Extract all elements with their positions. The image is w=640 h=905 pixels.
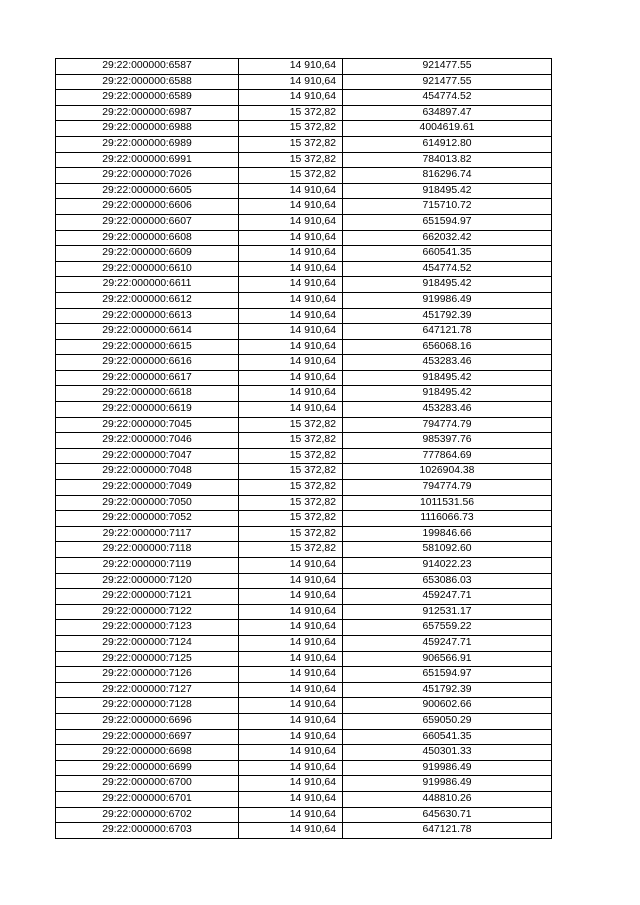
cadastral-number-cell: 29:22:000000:7121 — [56, 589, 239, 605]
area-cell: 15 372,82 — [239, 542, 343, 558]
area-cell: 15 372,82 — [239, 464, 343, 480]
table-row — [56, 386, 552, 402]
area-cell: 14 910,64 — [239, 745, 343, 761]
table-row — [56, 261, 552, 277]
table-row — [56, 713, 552, 729]
cadastral-number-cell: 29:22:000000:7122 — [56, 604, 239, 620]
area-cell: 15 372,82 — [239, 168, 343, 184]
table-row — [56, 121, 552, 137]
table-row — [56, 417, 552, 433]
cadastral-number-cell: 29:22:000000:7048 — [56, 464, 239, 480]
cadastral-value-cell: 653086.03 — [343, 573, 552, 589]
table-row — [56, 682, 552, 698]
table-row — [56, 604, 552, 620]
cadastral-number-cell: 29:22:000000:6989 — [56, 136, 239, 152]
area-cell: 14 910,64 — [239, 573, 343, 589]
cadastral-value-cell: 651594.97 — [343, 214, 552, 230]
cadastral-number-cell: 29:22:000000:6609 — [56, 246, 239, 262]
table-row — [56, 495, 552, 511]
area-cell: 14 910,64 — [239, 667, 343, 683]
cadastral-number-cell: 29:22:000000:7127 — [56, 682, 239, 698]
area-cell: 14 910,64 — [239, 246, 343, 262]
area-cell: 15 372,82 — [239, 105, 343, 121]
area-cell: 14 910,64 — [239, 776, 343, 792]
cadastral-number-cell: 29:22:000000:6608 — [56, 230, 239, 246]
table-row — [56, 355, 552, 371]
area-cell: 15 372,82 — [239, 121, 343, 137]
table-row — [56, 214, 552, 230]
table-row — [56, 480, 552, 496]
cadastral-value-cell: 660541.35 — [343, 246, 552, 262]
cadastral-value-cell: 454774.52 — [343, 261, 552, 277]
cadastral-value-cell: 451792.39 — [343, 308, 552, 324]
table-row — [56, 791, 552, 807]
cadastral-value-cell: 777864.69 — [343, 448, 552, 464]
table-row — [56, 807, 552, 823]
cadastral-number-cell: 29:22:000000:6611 — [56, 277, 239, 293]
cadastral-value-cell: 919986.49 — [343, 776, 552, 792]
area-cell: 15 372,82 — [239, 152, 343, 168]
cadastral-value-cell: 918495.42 — [343, 183, 552, 199]
cadastral-number-cell: 29:22:000000:7117 — [56, 526, 239, 542]
cadastral-value-cell: 1026904.38 — [343, 464, 552, 480]
table-row — [56, 152, 552, 168]
area-cell: 14 910,64 — [239, 355, 343, 371]
cadastral-number-cell: 29:22:000000:6701 — [56, 791, 239, 807]
cadastral-value-cell: 816296.74 — [343, 168, 552, 184]
cadastral-number-cell: 29:22:000000:7050 — [56, 495, 239, 511]
area-cell: 14 910,64 — [239, 729, 343, 745]
cadastral-value-cell: 1011531.56 — [343, 495, 552, 511]
cadastral-value-cell: 647121.78 — [343, 324, 552, 340]
cadastral-value-cell: 656068.16 — [343, 339, 552, 355]
area-cell: 14 910,64 — [239, 59, 343, 75]
cadastral-value-cell: 459247.71 — [343, 589, 552, 605]
cadastral-value-cell: 657559.22 — [343, 620, 552, 636]
cadastral-value-cell: 451792.39 — [343, 682, 552, 698]
cadastral-number-cell: 29:22:000000:7125 — [56, 651, 239, 667]
cadastral-value-cell: 918495.42 — [343, 386, 552, 402]
cadastral-value-cell: 794774.79 — [343, 480, 552, 496]
cadastral-value-cell: 921477.55 — [343, 59, 552, 75]
cadastral-number-cell: 29:22:000000:6610 — [56, 261, 239, 277]
area-cell: 14 910,64 — [239, 308, 343, 324]
cadastre-value-table — [55, 58, 552, 839]
area-cell: 14 910,64 — [239, 214, 343, 230]
table-row — [56, 339, 552, 355]
area-cell: 14 910,64 — [239, 90, 343, 106]
cadastral-number-cell: 29:22:000000:6613 — [56, 308, 239, 324]
area-cell: 15 372,82 — [239, 417, 343, 433]
table-row — [56, 183, 552, 199]
cadastral-number-cell: 29:22:000000:7128 — [56, 698, 239, 714]
table-row — [56, 526, 552, 542]
cadastral-number-cell: 29:22:000000:7123 — [56, 620, 239, 636]
cadastral-value-cell: 985397.76 — [343, 433, 552, 449]
area-cell: 14 910,64 — [239, 277, 343, 293]
cadastral-number-cell: 29:22:000000:7047 — [56, 448, 239, 464]
table-row — [56, 823, 552, 839]
table-row — [56, 168, 552, 184]
area-cell: 14 910,64 — [239, 620, 343, 636]
cadastral-number-cell: 29:22:000000:7126 — [56, 667, 239, 683]
table-row — [56, 246, 552, 262]
table-row — [56, 667, 552, 683]
cadastral-number-cell: 29:22:000000:7046 — [56, 433, 239, 449]
table-row — [56, 698, 552, 714]
area-cell: 15 372,82 — [239, 433, 343, 449]
area-cell: 14 910,64 — [239, 183, 343, 199]
cadastral-value-cell: 918495.42 — [343, 277, 552, 293]
table-row — [56, 292, 552, 308]
cadastral-number-cell: 29:22:000000:6696 — [56, 713, 239, 729]
table-row — [56, 433, 552, 449]
cadastral-number-cell: 29:22:000000:6617 — [56, 370, 239, 386]
table-row — [56, 370, 552, 386]
table-row — [56, 448, 552, 464]
cadastral-value-cell: 906566.91 — [343, 651, 552, 667]
cadastral-number-cell: 29:22:000000:6700 — [56, 776, 239, 792]
cadastral-value-cell: 715710.72 — [343, 199, 552, 215]
cadastral-number-cell: 29:22:000000:6615 — [56, 339, 239, 355]
cadastral-number-cell: 29:22:000000:6616 — [56, 355, 239, 371]
cadastral-number-cell: 29:22:000000:6587 — [56, 59, 239, 75]
table-row — [56, 402, 552, 418]
cadastral-value-cell: 651594.97 — [343, 667, 552, 683]
table-row — [56, 542, 552, 558]
table-row — [56, 760, 552, 776]
area-cell: 14 910,64 — [239, 339, 343, 355]
cadastral-value-cell: 4004619.61 — [343, 121, 552, 137]
area-cell: 14 910,64 — [239, 558, 343, 574]
cadastral-value-cell: 645630.71 — [343, 807, 552, 823]
cadastral-value-cell: 912531.17 — [343, 604, 552, 620]
area-cell: 14 910,64 — [239, 791, 343, 807]
area-cell: 14 910,64 — [239, 370, 343, 386]
table-row — [56, 558, 552, 574]
table-row — [56, 59, 552, 75]
table-row — [56, 136, 552, 152]
table-row — [56, 635, 552, 651]
cadastral-number-cell: 29:22:000000:6699 — [56, 760, 239, 776]
area-cell: 15 372,82 — [239, 526, 343, 542]
cadastral-number-cell: 29:22:000000:6991 — [56, 152, 239, 168]
area-cell: 14 910,64 — [239, 199, 343, 215]
cadastral-number-cell: 29:22:000000:6614 — [56, 324, 239, 340]
cadastral-number-cell: 29:22:000000:7026 — [56, 168, 239, 184]
cadastral-number-cell: 29:22:000000:7119 — [56, 558, 239, 574]
cadastral-value-cell: 453283.46 — [343, 402, 552, 418]
table-row — [56, 230, 552, 246]
cadastral-value-cell: 660541.35 — [343, 729, 552, 745]
table-row — [56, 277, 552, 293]
area-cell: 14 910,64 — [239, 760, 343, 776]
table-row — [56, 464, 552, 480]
cadastral-value-cell: 784013.82 — [343, 152, 552, 168]
cadastral-number-cell: 29:22:000000:7045 — [56, 417, 239, 433]
table-row — [56, 589, 552, 605]
cadastral-value-cell: 921477.55 — [343, 74, 552, 90]
table-body — [56, 59, 552, 839]
area-cell: 14 910,64 — [239, 292, 343, 308]
cadastral-value-cell: 450301.33 — [343, 745, 552, 761]
cadastral-number-cell: 29:22:000000:6605 — [56, 183, 239, 199]
table-row — [56, 620, 552, 636]
cadastral-value-cell: 453283.46 — [343, 355, 552, 371]
cadastral-value-cell: 634897.47 — [343, 105, 552, 121]
cadastral-value-cell: 659050.29 — [343, 713, 552, 729]
cadastral-value-cell: 199846.66 — [343, 526, 552, 542]
cadastral-value-cell: 918495.42 — [343, 370, 552, 386]
area-cell: 14 910,64 — [239, 807, 343, 823]
cadastral-number-cell: 29:22:000000:6607 — [56, 214, 239, 230]
area-cell: 14 910,64 — [239, 261, 343, 277]
area-cell: 15 372,82 — [239, 511, 343, 527]
table-row — [56, 745, 552, 761]
area-cell: 14 910,64 — [239, 589, 343, 605]
cadastral-value-cell: 900602.66 — [343, 698, 552, 714]
cadastral-number-cell: 29:22:000000:6606 — [56, 199, 239, 215]
table-row — [56, 573, 552, 589]
area-cell: 14 910,64 — [239, 402, 343, 418]
cadastral-value-cell: 794774.79 — [343, 417, 552, 433]
area-cell: 14 910,64 — [239, 682, 343, 698]
area-cell: 14 910,64 — [239, 74, 343, 90]
table-row — [56, 729, 552, 745]
cadastral-number-cell: 29:22:000000:7120 — [56, 573, 239, 589]
cadastral-number-cell: 29:22:000000:6698 — [56, 745, 239, 761]
area-cell: 14 910,64 — [239, 823, 343, 839]
table-row — [56, 74, 552, 90]
cadastral-value-cell: 614912.80 — [343, 136, 552, 152]
table-row — [56, 90, 552, 106]
area-cell: 14 910,64 — [239, 651, 343, 667]
cadastral-number-cell: 29:22:000000:7049 — [56, 480, 239, 496]
table-row — [56, 651, 552, 667]
area-cell: 14 910,64 — [239, 698, 343, 714]
cadastral-value-cell: 459247.71 — [343, 635, 552, 651]
cadastral-number-cell: 29:22:000000:7052 — [56, 511, 239, 527]
cadastral-number-cell: 29:22:000000:6618 — [56, 386, 239, 402]
area-cell: 14 910,64 — [239, 230, 343, 246]
area-cell: 14 910,64 — [239, 604, 343, 620]
area-cell: 14 910,64 — [239, 324, 343, 340]
area-cell: 14 910,64 — [239, 386, 343, 402]
table-row — [56, 105, 552, 121]
table-row — [56, 511, 552, 527]
cadastral-number-cell: 29:22:000000:6619 — [56, 402, 239, 418]
cadastral-value-cell: 647121.78 — [343, 823, 552, 839]
cadastral-value-cell: 454774.52 — [343, 90, 552, 106]
cadastral-number-cell: 29:22:000000:6987 — [56, 105, 239, 121]
area-cell: 14 910,64 — [239, 635, 343, 651]
area-cell: 15 372,82 — [239, 480, 343, 496]
cadastral-value-cell: 1116066.73 — [343, 511, 552, 527]
cadastral-number-cell: 29:22:000000:6703 — [56, 823, 239, 839]
cadastral-number-cell: 29:22:000000:7124 — [56, 635, 239, 651]
cadastral-number-cell: 29:22:000000:6589 — [56, 90, 239, 106]
table-row — [56, 308, 552, 324]
cadastral-value-cell: 919986.49 — [343, 292, 552, 308]
cadastral-number-cell: 29:22:000000:6588 — [56, 74, 239, 90]
table-row — [56, 199, 552, 215]
cadastral-number-cell: 29:22:000000:7118 — [56, 542, 239, 558]
cadastral-number-cell: 29:22:000000:6702 — [56, 807, 239, 823]
cadastral-number-cell: 29:22:000000:6697 — [56, 729, 239, 745]
cadastral-value-cell: 914022.23 — [343, 558, 552, 574]
area-cell: 15 372,82 — [239, 495, 343, 511]
area-cell: 15 372,82 — [239, 448, 343, 464]
table-row — [56, 776, 552, 792]
area-cell: 15 372,82 — [239, 136, 343, 152]
cadastral-value-cell: 662032.42 — [343, 230, 552, 246]
cadastral-value-cell: 919986.49 — [343, 760, 552, 776]
cadastral-value-cell: 448810.26 — [343, 791, 552, 807]
cadastral-value-cell: 581092.60 — [343, 542, 552, 558]
table-row — [56, 324, 552, 340]
cadastral-number-cell: 29:22:000000:6612 — [56, 292, 239, 308]
area-cell: 14 910,64 — [239, 713, 343, 729]
cadastral-number-cell: 29:22:000000:6988 — [56, 121, 239, 137]
